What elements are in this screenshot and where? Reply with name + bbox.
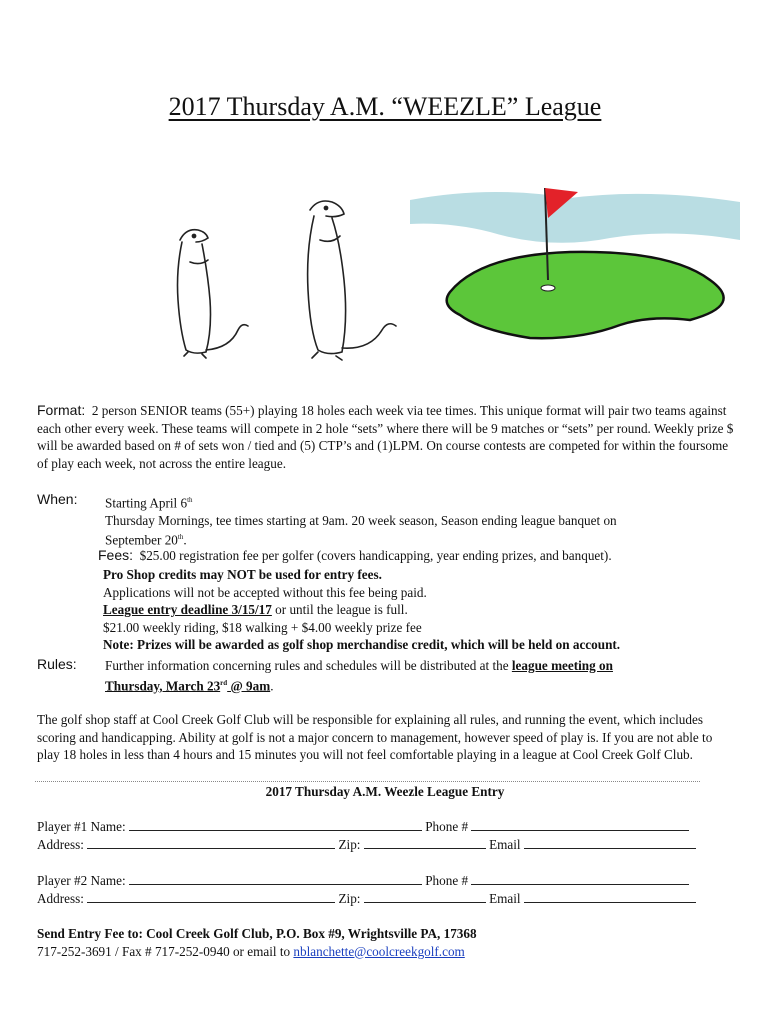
fees-text: $25.00 registration fee per golfer (covers handicapping, year ending prizes, and banquet). bbox=[139, 548, 612, 563]
player1-form bbox=[37, 818, 737, 853]
when-block bbox=[105, 492, 705, 549]
player2-address-field[interactable] bbox=[87, 890, 335, 903]
player1-name-field[interactable] bbox=[129, 818, 422, 831]
rules-label: Rules: bbox=[37, 656, 77, 672]
player2-zip-field[interactable] bbox=[364, 890, 486, 903]
when-line2: Thursday Mornings, tee times starting at 9am. 20 week season, Season ending league banquet on bbox=[105, 512, 617, 528]
player2-name-label: Player #2 Name: bbox=[37, 873, 126, 888]
pro-shop-note: Pro Shop credits may NOT be used for entry fees. bbox=[103, 567, 382, 582]
rules-block bbox=[105, 657, 745, 694]
clip-art bbox=[150, 180, 740, 380]
player2-email-label: Email bbox=[489, 890, 521, 906]
player1-address-field[interactable] bbox=[87, 836, 335, 849]
send-entry-line: Send Entry Fee to: Cool Creek Golf Club, P.O. Box #9, Wrightsville PA, 17368 bbox=[37, 926, 477, 941]
cup bbox=[541, 285, 555, 291]
applications-note: Applications will not be accepted without this fee being paid. bbox=[103, 584, 427, 600]
format-label: Format: bbox=[37, 402, 86, 418]
email-link[interactable]: nblanchette@coolcreekgolf.com bbox=[293, 943, 465, 959]
player2-email-field[interactable] bbox=[524, 890, 696, 903]
player1-phone-label: Phone # bbox=[425, 819, 469, 834]
staff-paragraph: The golf shop staff at Cool Creek Golf Club will be responsible for explaining all rules, and running the event, which includes scoring and handicapping. Ability at golf is not a major concern to management, however speed of play is. If you are not able to play 18 holes in less than 4 hours and 15 minutes you will not feel comfortable playing in a league at Cool Creek Golf Club. bbox=[37, 712, 713, 762]
player1-zip-label: Zip: bbox=[338, 836, 361, 852]
weasel-right-icon bbox=[308, 201, 396, 360]
when-line3: September 20 bbox=[105, 532, 178, 548]
footer bbox=[37, 925, 737, 960]
player1-email-field[interactable] bbox=[524, 836, 696, 849]
sky-shape bbox=[410, 192, 740, 243]
rules-date-sup: rd bbox=[220, 678, 228, 687]
fees-line bbox=[98, 547, 738, 565]
player2-zip-label: Zip: bbox=[338, 890, 361, 906]
rules-date: Thursday, March 23 bbox=[105, 677, 221, 693]
putting-green bbox=[447, 252, 724, 338]
player2-address-label: Address: bbox=[37, 890, 84, 906]
player1-address-label: Address: bbox=[37, 836, 84, 852]
when-line3-sup: th bbox=[177, 533, 184, 542]
player2-name-field[interactable] bbox=[129, 872, 422, 885]
format-paragraph bbox=[37, 402, 737, 472]
weekly-fee: $21.00 weekly riding, $18 walking + $4.00 weekly prize fee bbox=[103, 619, 422, 635]
when-start-sup: th bbox=[187, 496, 193, 504]
rules-meeting: league meeting on bbox=[511, 658, 613, 673]
player1-email-label: Email bbox=[489, 836, 521, 852]
entry-heading: 2017 Thursday A.M. Weezle League Entry bbox=[265, 784, 505, 799]
when-start: Starting April 6 bbox=[105, 495, 188, 511]
player2-form bbox=[37, 872, 737, 907]
rules-date-post: @ 9am bbox=[227, 677, 271, 693]
contact-line: 717-252-3691 / Fax # 717-252-0940 or email to bbox=[37, 943, 294, 959]
weasel-left-icon bbox=[178, 230, 249, 358]
player1-name-label: Player #1 Name: bbox=[37, 819, 126, 834]
when-line3-post: . bbox=[183, 532, 187, 548]
divider bbox=[35, 781, 700, 782]
fees-label: Fees: bbox=[98, 547, 134, 563]
fees-block bbox=[103, 566, 743, 654]
player2-phone-label: Phone # bbox=[425, 873, 469, 888]
deadline: League entry deadline 3/15/17 bbox=[103, 602, 272, 617]
when-label: When: bbox=[37, 491, 78, 507]
player1-zip-field[interactable] bbox=[364, 836, 486, 849]
player1-phone-field[interactable] bbox=[471, 818, 689, 831]
deadline-after: or until the league is full. bbox=[271, 602, 408, 617]
rules-text: Further information concerning rules and schedules will be distributed at the bbox=[105, 658, 512, 673]
page-title: 2017 Thursday A.M. “WEEZLE” League bbox=[168, 92, 602, 121]
format-text: 2 person SENIOR teams (55+) playing 18 holes each week via tee times. This unique format will pair two teams against each other every week. These teams will compete in 2 hole “sets” where there will be 9 matches or “sets” per round. Weekly prize $ will be awarded based on # of sets won / tied and (5) CTP’s and (1)LPM. On course contests are competed for within the foursome of play each week, not across the entire league. bbox=[37, 403, 734, 471]
prize-note: Note: Prizes will be awarded as golf shop merchandise credit, which will be held on account. bbox=[103, 637, 621, 652]
player2-phone-field[interactable] bbox=[471, 872, 689, 885]
rules-period: . bbox=[270, 677, 274, 693]
